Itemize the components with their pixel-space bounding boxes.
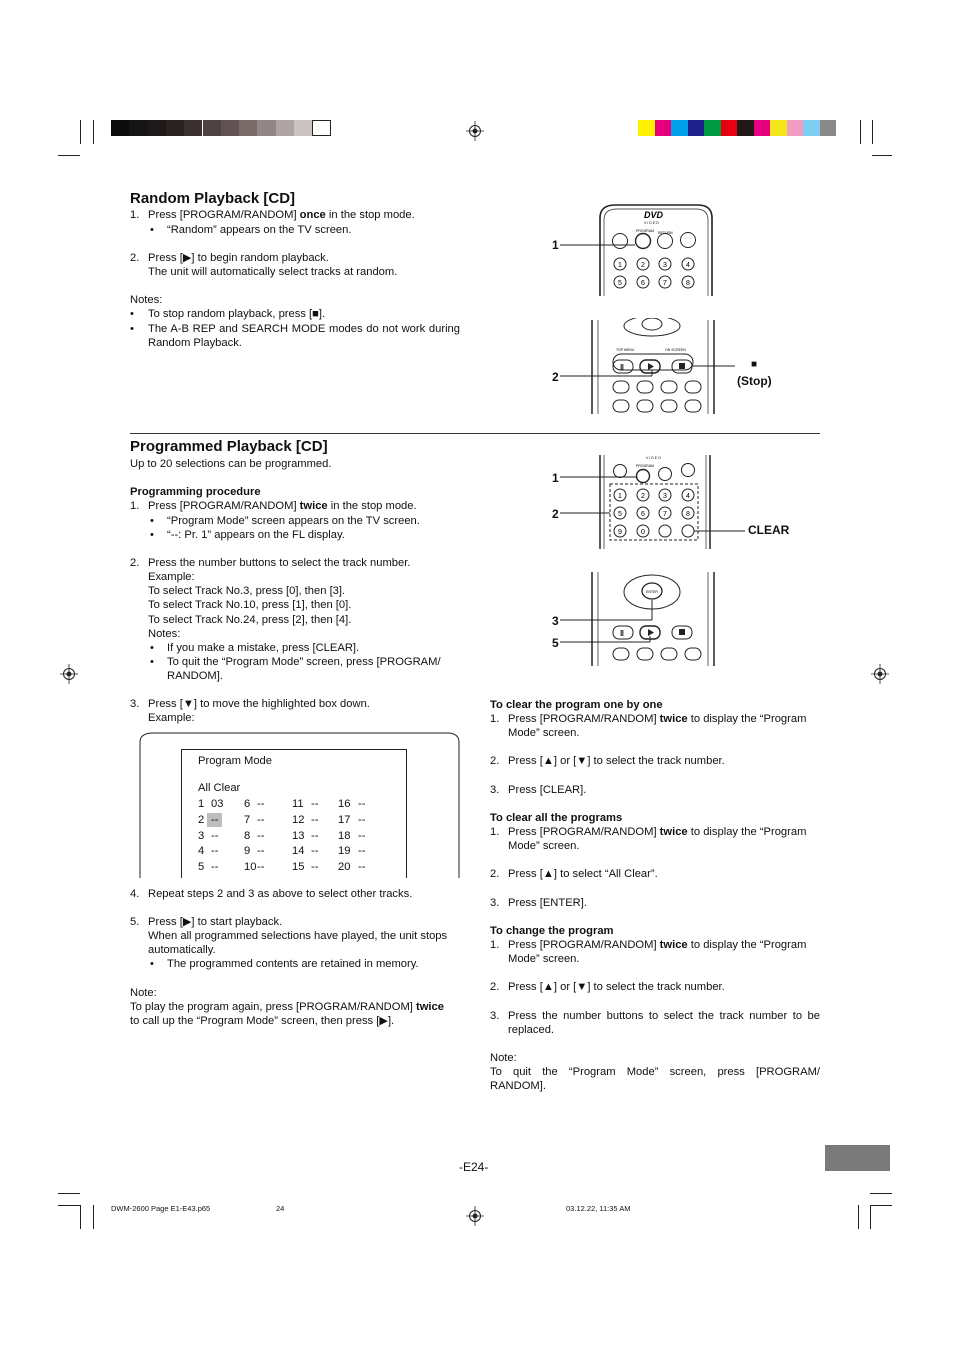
program-slot-number: 15: [292, 861, 305, 874]
step-number: 3.: [490, 897, 500, 909]
bullet-dot: •: [150, 642, 154, 654]
program-slot-number: 14: [292, 845, 305, 858]
registration-mark-right-icon: [871, 664, 889, 684]
program-slot-track[interactable]: --: [358, 845, 366, 858]
program-slot-number: 13: [292, 829, 305, 842]
callout-number: 1: [552, 471, 559, 485]
bullet-dot: •: [150, 224, 154, 236]
bullet-text: “--: Pr. 1” appears on the FL display.: [167, 529, 345, 541]
step-text: Press the number buttons to select the track number to be replaced.: [508, 1010, 820, 1037]
color-swatch: [820, 120, 837, 136]
program-slot-track[interactable]: --: [257, 829, 265, 842]
footer-filename: DWM-2600 Page E1-E43.p65: [111, 1204, 211, 1213]
program-slot-track[interactable]: --: [211, 829, 219, 842]
step-text: Press [PROGRAM/RANDOM] once in the stop mode.: [148, 209, 415, 221]
program-slot-track[interactable]: 03: [211, 798, 224, 810]
color-swatch: [704, 120, 721, 136]
bullet-text: If you make a mistake, press [CLEAR].: [167, 642, 360, 654]
svg-text:V I D E O: V I D E O: [644, 221, 659, 225]
svg-text:8: 8: [686, 511, 690, 518]
registration-mark-left-icon: [60, 664, 78, 684]
registration-mark-bottom-icon: [466, 1206, 484, 1226]
program-slot-number: 1: [198, 798, 205, 810]
color-swatch: [803, 120, 820, 136]
svg-text:8: 8: [686, 280, 690, 287]
step-text: Press [▲] or [▼] to select the track number.: [508, 755, 725, 767]
step-text: To select Track No.10, press [1], then [0].: [148, 599, 352, 611]
step-number: 2.: [130, 252, 140, 264]
program-slot-highlighted[interactable]: --: [207, 813, 222, 827]
program-slot-track[interactable]: --: [211, 861, 219, 874]
svg-text:5: 5: [618, 511, 622, 518]
color-swatch: [671, 120, 688, 136]
gray-swatch: [221, 120, 239, 136]
step-number: 1.: [490, 713, 500, 725]
step-number: 1.: [130, 209, 140, 221]
svg-text:7: 7: [663, 280, 667, 287]
svg-text:V I D E O: V I D E O: [646, 456, 661, 460]
svg-text:PROGRAM: PROGRAM: [636, 464, 655, 468]
page-tab-marker: [825, 1145, 890, 1171]
program-slot-number: 9: [244, 845, 251, 858]
note-text: The A-B REP and SEARCH MODE modes do not work during Random Playback.: [148, 323, 460, 350]
step-number: 3.: [130, 698, 140, 710]
step-number: 2.: [490, 868, 500, 880]
program-slot-track[interactable]: --: [257, 798, 265, 810]
step-text: Press [▼] to move the highlighted box down.: [148, 698, 370, 710]
color-swatch: [754, 120, 771, 136]
program-slot-track[interactable]: --: [311, 829, 319, 842]
gray-swatch: [257, 120, 275, 136]
step-text: Press [▲] to select “All Clear”.: [508, 868, 658, 880]
svg-text:2: 2: [641, 262, 645, 269]
step-text: Press [PROGRAM/RANDOM] twice to display the “Program: [508, 713, 807, 725]
stop-icon: ■: [751, 359, 758, 370]
remote-control-number-illustration: [560, 453, 750, 551]
svg-text:‖: ‖: [620, 363, 624, 372]
note-label: Note:: [490, 1052, 517, 1064]
gray-swatch: [166, 120, 184, 136]
step-text: Press [▲] or [▼] to select the track number.: [508, 981, 725, 993]
subheading: To clear all the programs: [490, 812, 623, 824]
program-slot-number: 18: [338, 829, 351, 842]
section-divider: [130, 433, 820, 434]
footer-date: 03.12.22, 11:35 AM: [566, 1204, 631, 1213]
step-number: 2.: [490, 981, 500, 993]
program-slot-number: 7: [244, 813, 251, 826]
step-text: automatically.: [148, 944, 216, 956]
svg-text:RETURN: RETURN: [658, 231, 673, 235]
program-slot-number: 10: [244, 861, 257, 874]
svg-text:ON SCREEN: ON SCREEN: [665, 348, 686, 352]
program-slot-number: 20: [338, 861, 351, 874]
step-text: When all programmed selections have played, the unit stops: [148, 930, 448, 942]
step-text: Press [▶] to start playback.: [148, 916, 283, 928]
step-text: The unit will automatically select tracks at random.: [148, 266, 398, 278]
color-swatch: [721, 120, 738, 136]
program-slot-number: 2: [198, 813, 205, 826]
svg-text:1: 1: [618, 493, 622, 500]
step-number: 2.: [130, 557, 140, 569]
callout-number: 2: [552, 370, 559, 384]
step-text: Mode” screen.: [508, 727, 580, 739]
svg-text:0: 0: [641, 529, 645, 536]
color-swatch: [770, 120, 787, 136]
step-text: Press [ENTER].: [508, 897, 587, 909]
program-slot-track[interactable]: --: [257, 845, 265, 858]
color-swatch: [638, 120, 655, 136]
gray-swatch: [294, 120, 312, 136]
step-number: 3.: [490, 1010, 500, 1022]
procedure-heading: Programming procedure: [130, 486, 261, 498]
program-slot-track[interactable]: --: [257, 861, 265, 874]
program-slot-number: 6: [244, 798, 251, 810]
remote-control-enter-illustration: [560, 570, 750, 668]
program-slot-number: 17: [338, 813, 351, 826]
program-slot-number: 19: [338, 845, 351, 858]
step-text: Press [CLEAR].: [508, 784, 587, 796]
gray-swatch: [184, 120, 202, 136]
bullet-text: To quit the “Program Mode” screen, press [PROGRAM/: [167, 656, 441, 668]
bullet-dot: •: [150, 529, 154, 541]
program-slot-track[interactable]: --: [358, 813, 366, 826]
color-swatch: [655, 120, 672, 136]
svg-text:DVD: DVD: [644, 210, 664, 220]
program-slot-track[interactable]: --: [311, 861, 319, 874]
gray-swatch: [111, 120, 129, 136]
callout-number: 3: [552, 614, 559, 628]
svg-text:1: 1: [618, 262, 622, 269]
note-label: Note:: [130, 987, 157, 999]
color-swatch: [787, 120, 804, 136]
program-slot-track[interactable]: --: [358, 829, 366, 842]
page-number: -E24-: [459, 1160, 489, 1174]
svg-text:4: 4: [686, 262, 690, 269]
step-number: 2.: [490, 755, 500, 767]
note-text: To stop random playback, press [■].: [148, 308, 326, 320]
program-slot-track[interactable]: --: [311, 845, 319, 858]
clear-label: CLEAR: [748, 523, 790, 537]
program-slot-track[interactable]: --: [211, 845, 219, 858]
program-slot-number: 12: [292, 813, 305, 826]
footer-page: 24: [276, 1204, 285, 1213]
callout-number: 5: [552, 636, 559, 650]
step-text: Press [PROGRAM/RANDOM] twice to display the “Program: [508, 826, 807, 838]
gray-swatch: [276, 120, 294, 136]
section-title-programmed: Programmed Playback [CD]: [130, 438, 328, 455]
step-text: Press [PROGRAM/RANDOM] twice to display the “Program: [508, 939, 807, 951]
step-text: Press [PROGRAM/RANDOM] twice in the stop mode.: [148, 500, 417, 512]
svg-text:5: 5: [618, 280, 622, 287]
svg-text:ENTER: ENTER: [646, 590, 658, 594]
program-slot-number: 8: [244, 829, 251, 842]
subheading: To clear the program one by one: [490, 699, 663, 711]
gray-swatch: [148, 120, 166, 136]
step-number: 1.: [130, 500, 140, 512]
all-clear-option[interactable]: All Clear: [198, 782, 241, 794]
svg-text:TOP MENU: TOP MENU: [616, 348, 635, 352]
step-text: To select Track No.24, press [2], then [4].: [148, 614, 352, 626]
step-text: Press the number buttons to select the track number.: [148, 557, 411, 569]
step-number: 5.: [130, 916, 140, 928]
program-slot-number: 3: [198, 829, 205, 842]
callout-number: 1: [552, 238, 559, 252]
step-text: To select Track No.3, press [0], then [3].: [148, 585, 346, 597]
stop-label: (Stop): [737, 374, 772, 388]
screen-title: Program Mode: [198, 755, 272, 767]
subheading: To change the program: [490, 925, 614, 937]
notes-label: Notes:: [130, 294, 163, 306]
note-text: To quit the “Program Mode” screen, press [PROGRAM/ RANDOM].: [490, 1066, 820, 1093]
program-slot-number: 4: [198, 845, 205, 858]
step-number: 3.: [490, 784, 500, 796]
color-swatch: [737, 120, 754, 136]
svg-text:7: 7: [663, 511, 667, 518]
note-text: To play the program again, press [PROGRAM/RANDOM] twice: [130, 1001, 444, 1013]
program-slot-track[interactable]: --: [311, 798, 319, 810]
svg-text:‖: ‖: [620, 629, 624, 638]
svg-text:PROGRAM: PROGRAM: [636, 229, 655, 233]
section-title-random: Random Playback [CD]: [130, 190, 296, 207]
bullet-text: The programmed contents are retained in memory.: [167, 958, 419, 970]
svg-text:9: 9: [618, 529, 622, 536]
svg-text:3: 3: [663, 493, 667, 500]
step-text: Press [▶] to begin random playback.: [148, 252, 329, 264]
note-text: to call up the “Program Mode” screen, then press [▶].: [130, 1015, 395, 1027]
step-text: Mode” screen.: [508, 953, 580, 965]
step-number: 4.: [130, 888, 140, 900]
gray-swatch: [312, 120, 330, 136]
gray-swatch: [203, 120, 221, 136]
step-number: 1.: [490, 939, 500, 951]
step-text: Example:: [148, 712, 195, 724]
gray-swatch: [129, 120, 147, 136]
svg-text:4: 4: [686, 493, 690, 500]
intro-text: Up to 20 selections can be programmed.: [130, 458, 332, 470]
registration-mark-top-icon: [466, 121, 484, 141]
callout-number: 2: [552, 507, 559, 521]
bullet-dot: •: [130, 323, 134, 335]
program-slot-number: 11: [292, 798, 304, 810]
bullet-dot: •: [130, 308, 134, 320]
step-text: Mode” screen.: [508, 840, 580, 852]
bullet-text: “Program Mode” screen appears on the TV screen.: [167, 515, 420, 527]
program-slot-number: 16: [338, 798, 351, 810]
remote-control-transport-illustration: [560, 318, 750, 416]
step-text: Example:: [148, 571, 195, 583]
program-slot-track[interactable]: --: [358, 798, 366, 810]
svg-text:3: 3: [663, 262, 667, 269]
program-slot-track[interactable]: --: [257, 813, 265, 826]
svg-text:6: 6: [641, 280, 645, 287]
svg-text:2: 2: [641, 493, 645, 500]
bullet-text: “Random” appears on the TV screen.: [167, 224, 352, 236]
bullet-text: RANDOM].: [167, 670, 223, 682]
remote-control-top-illustration: [560, 200, 720, 298]
gray-swatch: [239, 120, 257, 136]
program-slot-track[interactable]: --: [358, 861, 366, 874]
color-swatch: [688, 120, 705, 136]
step-text: Notes:: [148, 628, 181, 640]
step-number: 1.: [490, 826, 500, 838]
bullet-dot: •: [150, 656, 154, 668]
bullet-dot: •: [150, 958, 154, 970]
step-text: Repeat steps 2 and 3 as above to select other tracks.: [148, 888, 413, 900]
svg-text:6: 6: [641, 511, 645, 518]
bullet-dot: •: [150, 515, 154, 527]
program-slot-number: 5: [198, 861, 205, 874]
program-slot-track[interactable]: --: [311, 813, 319, 826]
